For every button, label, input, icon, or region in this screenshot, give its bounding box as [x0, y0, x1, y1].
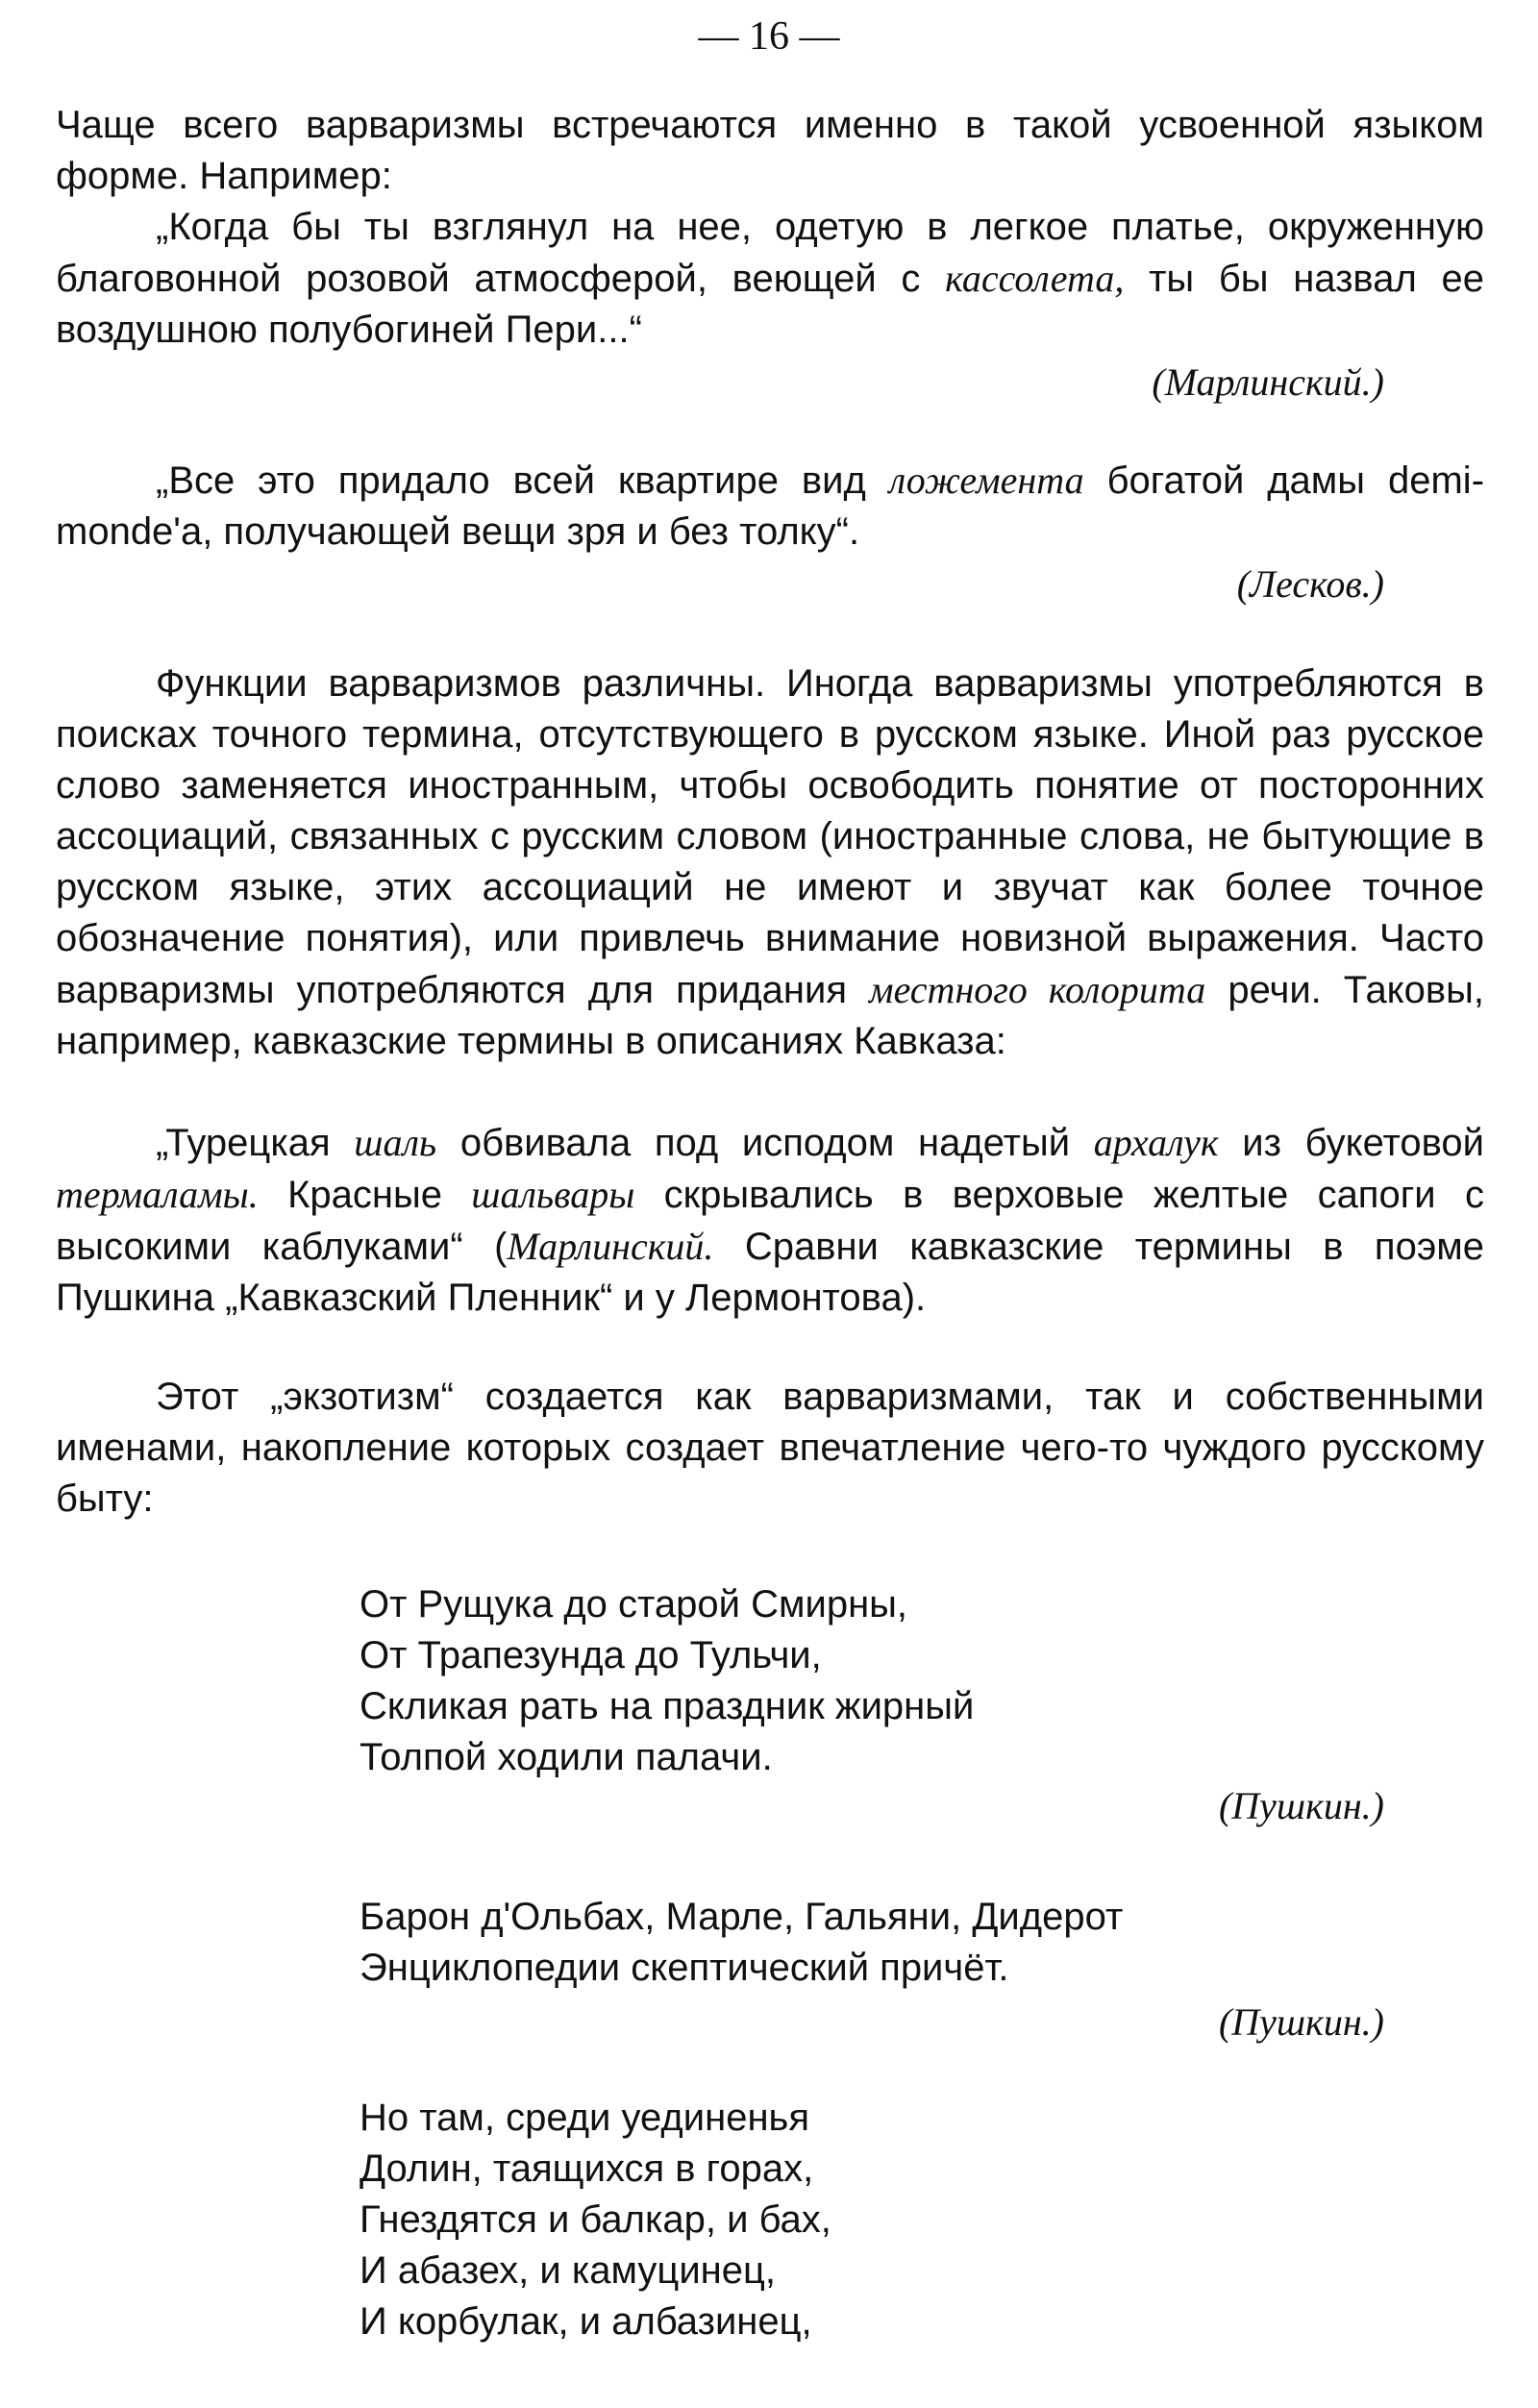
quote-caucasus: „Турецкая шаль обвивала под исподом надетый архалук из букетовой термаламы. Красные шальвары скрывались в верховые желтые сапоги с высокими каблуками“ (Марлинский. Сравни кавказские термины в поэме Пушкина „Кавказский Пленник“ и у Лермонтова). [56, 1121, 1484, 1319]
term-kassoleta: кассолета, [945, 257, 1125, 300]
verse-line: И корбулак, и албазинец, [360, 2300, 812, 2343]
paragraph-intro: Чаще всего варваризмы встречаются именно в такой усвоенной языком форме. Например: [56, 104, 1484, 197]
verse-line: Гнездятся и балкар, и бах, [360, 2198, 831, 2241]
paragraph-exoticism: Этот „экзотизм“ создается как варваризмами, так и собственными именами, накопление которых создает впечатление чего-то чуждого русскому быту: [56, 1376, 1484, 1520]
paragraph-functions: Функции варваризмов различны. Иногда варваризмы употребляются в поисках точного термина, отсутствующего в русском языке. Иной раз русское слово заменяется иностранным, чтобы освободить понятие от посторонних ассоциаций, связанных с русским словом (иностранные слова, не бытующие в русском языке, этих ассоциаций не имеют и звучат как более точное обозначение понятия), или привлечь внимание новизной выражения. Часто варваризмы употребляются для придания местного колорита речи. Таковы, например, кавказские термины в описаниях Кавказа: [56, 662, 1484, 1062]
quote-leskov: „Все это придало всей квартире вид ложемента богатой дамы demi-monde'а, получающей вещи зря и без толку“. [56, 459, 1485, 553]
page-number: — 16 — [698, 14, 840, 59]
verse-line: И абазех, и камуцинец, [360, 2249, 777, 2292]
quote-marlinsky: „Когда бы ты взглянул на нее, одетую в легкое платье, окруженную благовонной розовой атмосферой, веющей с кассолета, ты бы назвал ее воздушною полубогиней Пери...“ [56, 206, 1484, 351]
verse-line: Долин, таящихся в горах, [360, 2147, 814, 2190]
attribution-pushkin-2: (Пушкин.) [1218, 2000, 1384, 2044]
term-lozhement: ложемента [888, 459, 1084, 502]
attribution-marlinsky: (Марлинский.) [1152, 360, 1384, 404]
attribution-pushkin-1: (Пушкин.) [1218, 1784, 1384, 1827]
verse-line: Энциклопедии скептический причёт. [360, 1947, 1009, 1989]
attribution-leskov: (Лесков.) [1236, 562, 1384, 606]
verse-line: От Рущука до старой Смирны, [360, 1583, 908, 1626]
verse-lermontov [360, 2093, 831, 2347]
term-local-color: местного колорита [869, 968, 1206, 1011]
verse-line: Но там, среди уединенья [360, 2097, 810, 2139]
verse-line: Скликая рать на праздник жирный [360, 1685, 975, 1727]
verse-line: От Трапезунда до Тульчи, [360, 1634, 822, 1676]
verse-line: Толпой ходили палачи. [360, 1736, 773, 1778]
verse-line: Барон д'Ольбах, Марле, Гальяни, Дидерот [360, 1896, 1124, 1938]
verse-pushkin-1 [360, 1579, 974, 1783]
verse-pushkin-2 [360, 1892, 1123, 1994]
